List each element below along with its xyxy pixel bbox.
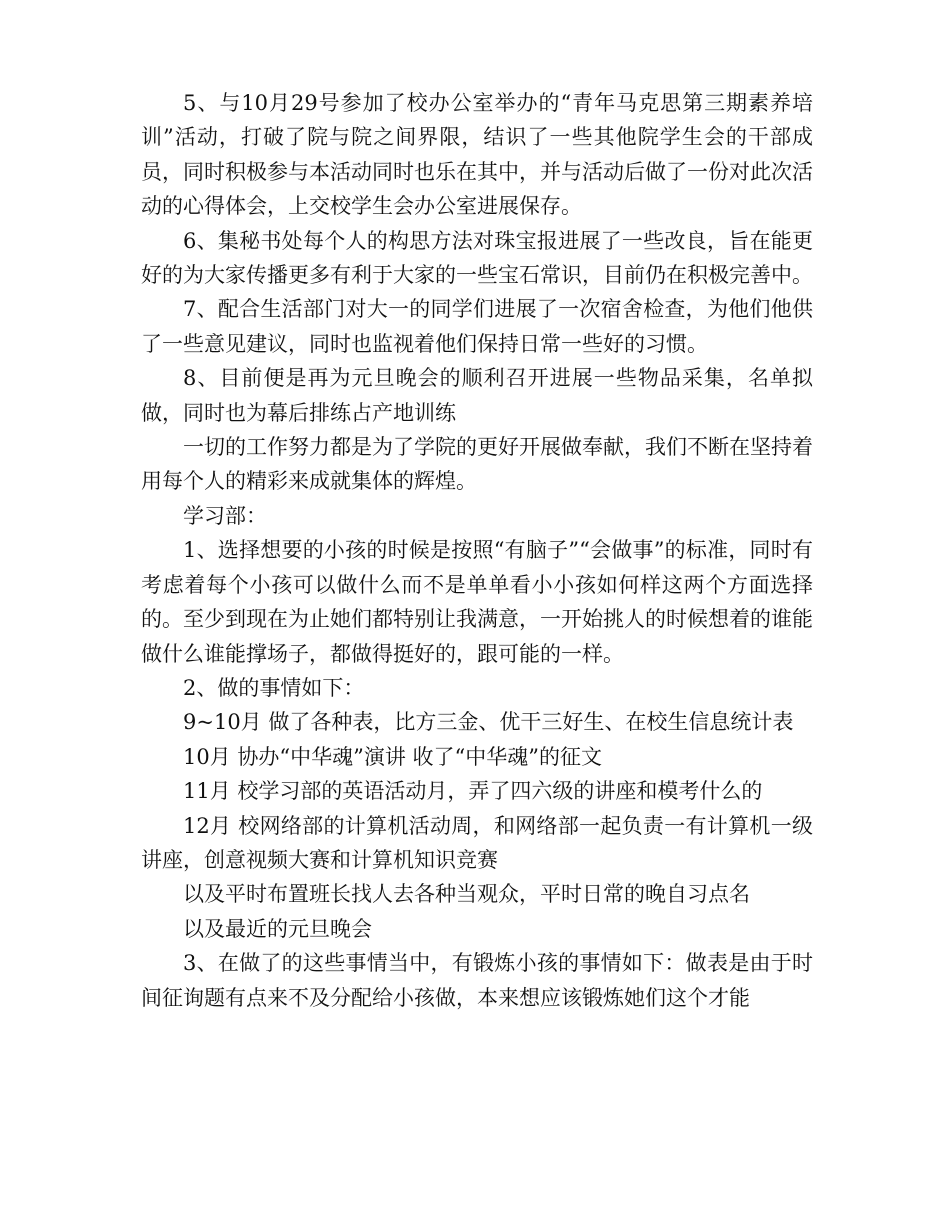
paragraph-item-8: 8、目前便是再为元旦晚会的顺利召开进展一些物品采集，名单拟做，同时也为幕后排练占产地训练 <box>141 366 813 425</box>
paragraph-item-7: 7、配合生活部门对大一的同学们进展了一次宿舍检查，为他们他供了一些意见建议，同时也监视着他们保持日常一些好的习惯。 <box>141 297 813 356</box>
paragraph-summary: 一切的工作努力都是为了学院的更好开展做奉献，我们不断在坚持着用每个人的精彩来成就集体的辉煌。 <box>141 435 813 494</box>
schedule-item-new-year-gala: 以及最近的元旦晚会 <box>183 916 372 941</box>
schedule-item-sep-oct: 9~10月 做了各种表，比方三金、优干三好生、在校生信息统计表 <box>183 710 794 735</box>
section-heading-study-dept: 学习部： <box>183 503 267 528</box>
paragraph-item-6: 6、集秘书处每个人的构思方法对珠宝报进展了一些改良，旨在能更好的为大家传播更多有利于大家的一些宝石常识，目前仍在积极完善中。 <box>141 228 813 288</box>
schedule-item-dec: 12月 校网络部的计算机活动周，和网络部一起负责一有计算机一级讲座，创意视频大赛和计算机知识竞赛 <box>141 813 813 872</box>
document-body <box>141 86 813 1015</box>
paragraph-study-2: 2、做的事情如下： <box>183 675 365 700</box>
schedule-item-oct: 10月 协办“中华魂”演讲 收了“中华魂”的征文 <box>183 744 603 769</box>
schedule-item-nov: 11月 校学习部的英语活动月，弄了四六级的讲座和模考什么的 <box>183 779 763 804</box>
schedule-item-routine: 以及平时布置班长找人去各种当观众，平时日常的晚自习点名 <box>183 882 750 907</box>
paragraph-study-1: 1、选择想要的小孩的时候是按照“有脑子”“会做事”的标准，同时有考虑着每个小孩可以做什么而不是单单看小小孩如何样这两个方面选择的。至少到现在为止她们都特别让我满意，一开始挑人的时候想着的谁能做什么谁能撑场子，都做得挺好的，跟可能的一样。 <box>141 538 813 666</box>
paragraph-study-3: 3、在做了的这些事情当中，有锻炼小孩的事情如下：做表是由于时间征询题有点来不及分配给小孩做，本来想应该锻炼她们这个才能 <box>141 951 813 1010</box>
paragraph-item-5: 5、与10月29号参加了校办公室举办的“青年马克思第三期素养培训”活动，打破了院与院之间界限，结识了一些其他院学生会的干部成员，同时积极参与本活动同时也乐在其中，并与活动后做了一份对此次活动的心得体会，上交校学生会办公室进展保存。 <box>141 91 813 219</box>
